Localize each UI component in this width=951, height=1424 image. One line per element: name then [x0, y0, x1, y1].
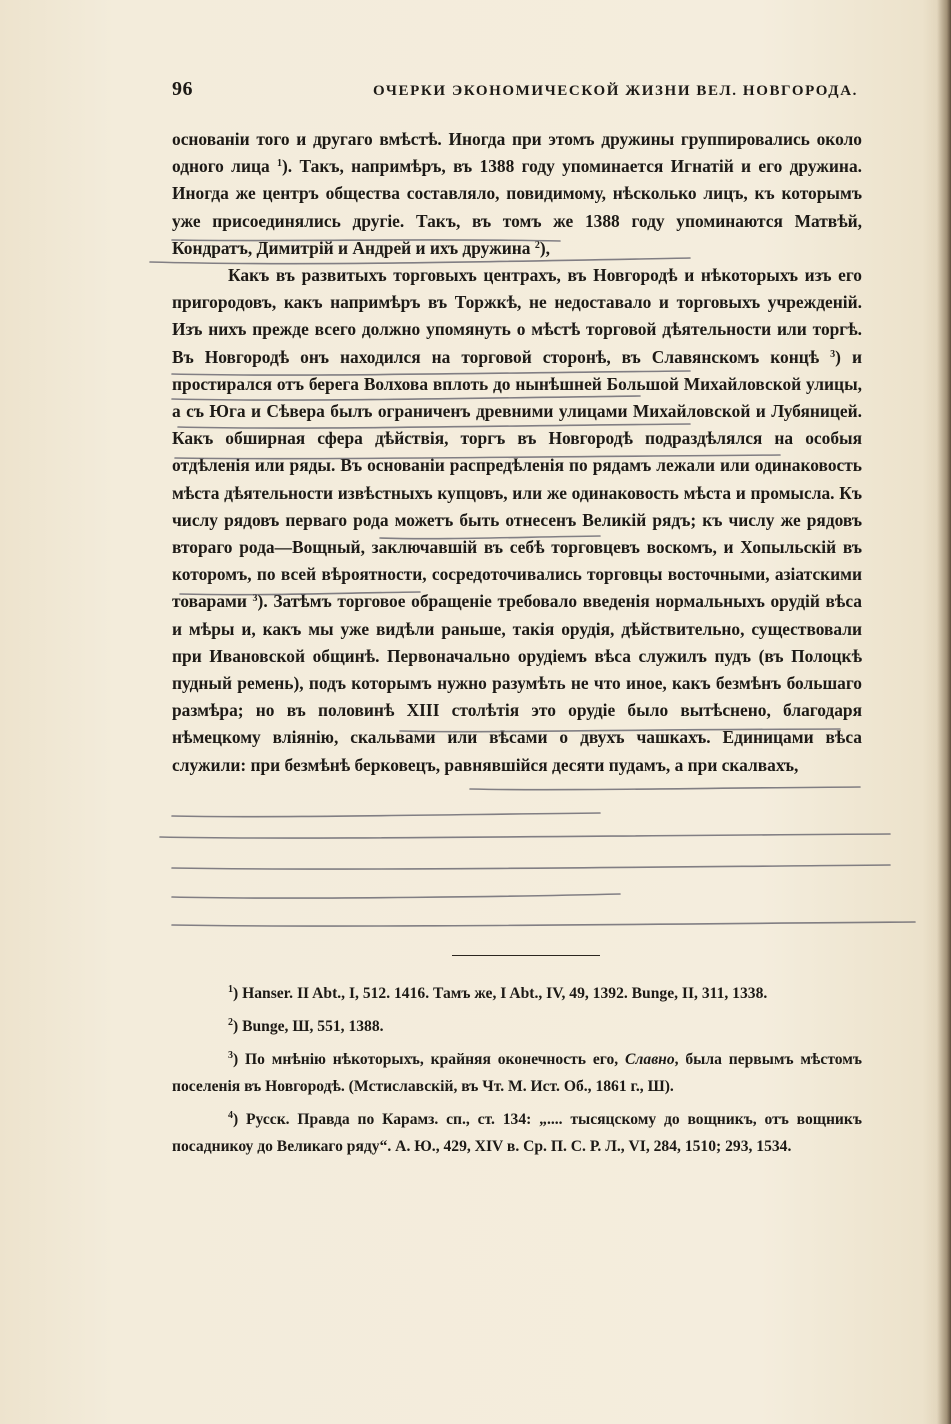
main-text	[172, 126, 862, 779]
footnote-ref: 1	[277, 158, 282, 170]
footnote-1: $^1$) Hanser. II Abt., I, 512. 1416. Тамъ же, I Abt., IV, 49, 1392. Bunge, II, 311, 1338.	[228, 984, 768, 1002]
footnote-4: $^4$) Русск. Правда по Карамз. сп., ст. 134: „.... тысяцскому до вощникъ, отъ вощникъ посадникоу до Великаго ряду“. А. Ю., 429, XIV в. Ср. П. С. Р. Л., VI, 284, 1510; 293, 1534.	[172, 1110, 862, 1155]
footnote-marker: 2	[228, 1017, 233, 1028]
page-header	[172, 78, 862, 101]
footnote-ref: 3	[252, 593, 258, 605]
footnote-ref: 2	[534, 239, 540, 251]
footnote-separator	[452, 955, 600, 956]
book-binding-edge	[937, 0, 951, 1424]
footnote-marker: 1	[228, 984, 233, 995]
paragraph-1: основаніи того и другаго вмѣстѣ. Иногда при этомъ дружины группировались около одного лица $^1$). Такъ, напримѣръ, въ 1388 году упоминается Игнатій и его дружина. Иногда же центръ общества составляло, повидимому, нѣсколько лицъ, къ которымъ уже присоединялись другіе. Такъ, въ томъ же 1388 году упоминаются Матвѣй, Кондратъ, Димитрій и Андрей и ихъ дружина $^2$),	[172, 129, 862, 258]
running-title: ОЧЕРКИ ЭКОНОМИЧЕСКОЙ ЖИЗНИ ВЕЛ. НОВГОРОДА.	[373, 83, 858, 99]
footnote-2: $^2$) Bunge, Ш, 551, 1388.	[228, 1017, 384, 1035]
footnote-marker: 3	[228, 1050, 233, 1061]
paragraph-2: Какъ въ развитыхъ торговыхъ центрахъ, въ Новгородѣ и нѣкоторыхъ изъ его пригородовъ, какъ напримѣръ въ Торжкѣ, не недоставало и торговыхъ учрежденій. Изъ нихъ прежде всего должно упомянуть о мѣстѣ торговой дѣятельности или торгѣ. Въ Новгородѣ онъ находился на торговой сторонѣ, въ Славянскомъ концѣ $^3$) и простирался отъ берега Волхова вплоть до нынѣшней Большой Михайловской улицы, а съ Юга и Сѣвера былъ ограниченъ древними улицами Михайловской и Лубяницей. Какъ обширная сфера дѣйствія, торгъ въ Новгородѣ подраздѣлялся на особыя отдѣленія или ряды. Въ основаніи распредѣленія по рядамъ лежали или одинаковость мѣста дѣятельности извѣстныхъ купцовъ, или же одинаковость мѣста и промысла. Къ числу рядовъ перваго рода можетъ быть отнесенъ Великій рядъ; къ числу же рядовъ втораго рода—Вощный, заключавшій въ себѣ торговцевъ воскомъ, и Хопыльскій въ которомъ, по всей вѣроятности, сосредоточивались торговцы восточными, азіатскими товарами $^3$). Затѣмъ торговое обращеніе требовало введенія нормальныхъ орудій вѣса и мѣры и, какъ мы уже видѣли раньше, такія орудія, дѣйствительно, существовали при Ивановской общинѣ. Первоначально орудіемъ вѣса служилъ пудъ (въ Полоцкѣ пудный ремень), подъ которымъ нужно разумѣть не что иное, какъ безмѣнъ большаго размѣра; но въ половинѣ XIII столѣтія это орудіе было вытѣснено, благодаря нѣмецкому вліянію, скальвами или вѣсами о двухъ чашкахъ. Единицами вѣса служили: при безмѣнѣ берковецъ, равнявшійся десяти пудамъ, а при скалвахъ,	[172, 265, 862, 775]
footnote-3: $^3$) По мнѣнію нѣкоторыхъ, крайняя оконечность его, Славно, была первымъ мѣстомъ поселенія въ Новгородѣ. (Мстиславскій, въ Чт. М. Ист. Об., 1861 г., Ш).	[172, 1050, 862, 1095]
page-number: 96	[172, 78, 193, 100]
italic-term: Славно	[625, 1051, 675, 1068]
footnote-ref: 3	[830, 348, 836, 360]
footnotes	[172, 980, 862, 1166]
footnote-marker: 4	[228, 1110, 233, 1121]
